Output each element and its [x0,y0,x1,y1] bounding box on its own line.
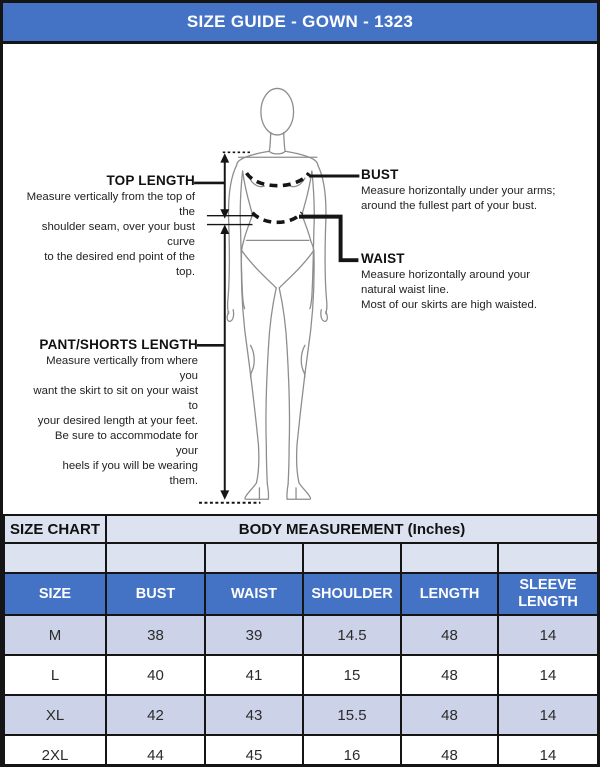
table-row-size-m [4,615,598,655]
empty-cell [106,543,205,573]
cell-length: 48 [401,655,498,695]
cell-waist: 39 [205,615,303,655]
waist-connector [299,217,358,261]
waist-annotation: WAIST Measure horizontally around your natural waist line. Most of our skirts are high waisted. [361,251,576,313]
empty-cell [498,543,598,573]
empty-cell [4,543,106,573]
cell-bust: 44 [106,735,205,767]
table-row-size-l [4,655,598,695]
cell-bust: 38 [106,615,205,655]
measurement-diagram [3,44,597,514]
table-row-size-2xl [4,735,598,767]
empty-cell [205,543,303,573]
body-measurement-title: BODY MEASUREMENT (Inches) [106,515,598,543]
waist-dashed-line [252,213,302,223]
size-chart-section [3,514,597,764]
cell-sleeve-length: 14 [498,735,598,767]
mannequin-outline [227,88,327,499]
column-header-bust: BUST [106,573,205,615]
cell-size: XL [4,695,106,735]
measurement-lines [194,152,359,502]
cell-sleeve-length: 14 [498,695,598,735]
bust-annotation: BUST Measure horizontally under your arms; around the fullest part of your bust. [361,167,576,214]
table-row [4,543,598,573]
cell-bust: 40 [106,655,205,695]
empty-cell [303,543,401,573]
column-header-size: SIZE [4,573,106,615]
page-title: SIZE GUIDE - GOWN - 1323 [186,12,414,31]
cell-shoulder: 14.5 [303,615,401,655]
column-header-length: LENGTH [401,573,498,615]
cell-shoulder: 15 [303,655,401,695]
cell-waist: 43 [205,695,303,735]
bust-title: BUST [361,167,399,182]
waist-title: WAIST [361,251,405,266]
column-header-shoulder: SHOULDER [303,573,401,615]
empty-cell [401,543,498,573]
cell-length: 48 [401,735,498,767]
cell-length: 48 [401,615,498,655]
pant-shorts-length-title: PANT/SHORTS LENGTH [39,337,198,352]
size-chart-table [3,514,599,767]
cell-size: L [4,655,106,695]
title-bar [3,3,597,44]
pant-shorts-length-annotation: PANT/SHORTS LENGTH Measure vertically from where you want the skirt to sit on your waist to your desired length at your feet. Be sure to accommodate for your heels if you will be wearing them. [31,337,198,489]
cell-waist: 41 [205,655,303,695]
table-header-row [4,573,598,615]
top-length-annotation: TOP LENGTH Measure vertically from the top of the shoulder seam, over your bust curve to the desired end point of the top. [26,173,195,278]
table-row [4,515,598,543]
table-row-size-xl [4,695,598,735]
cell-bust: 42 [106,695,205,735]
top-length-title: TOP LENGTH [106,173,195,188]
column-header-sleeve-length: SLEEVE LENGTH [498,573,598,615]
cell-length: 48 [401,695,498,735]
size-chart-label: SIZE CHART [4,515,106,543]
cell-shoulder: 15.5 [303,695,401,735]
cell-size: M [4,615,106,655]
cell-waist: 45 [205,735,303,767]
cell-size: 2XL [4,735,106,767]
cell-sleeve-length: 14 [498,655,598,695]
cell-shoulder: 16 [303,735,401,767]
column-header-waist: WAIST [205,573,303,615]
cell-sleeve-length: 14 [498,615,598,655]
